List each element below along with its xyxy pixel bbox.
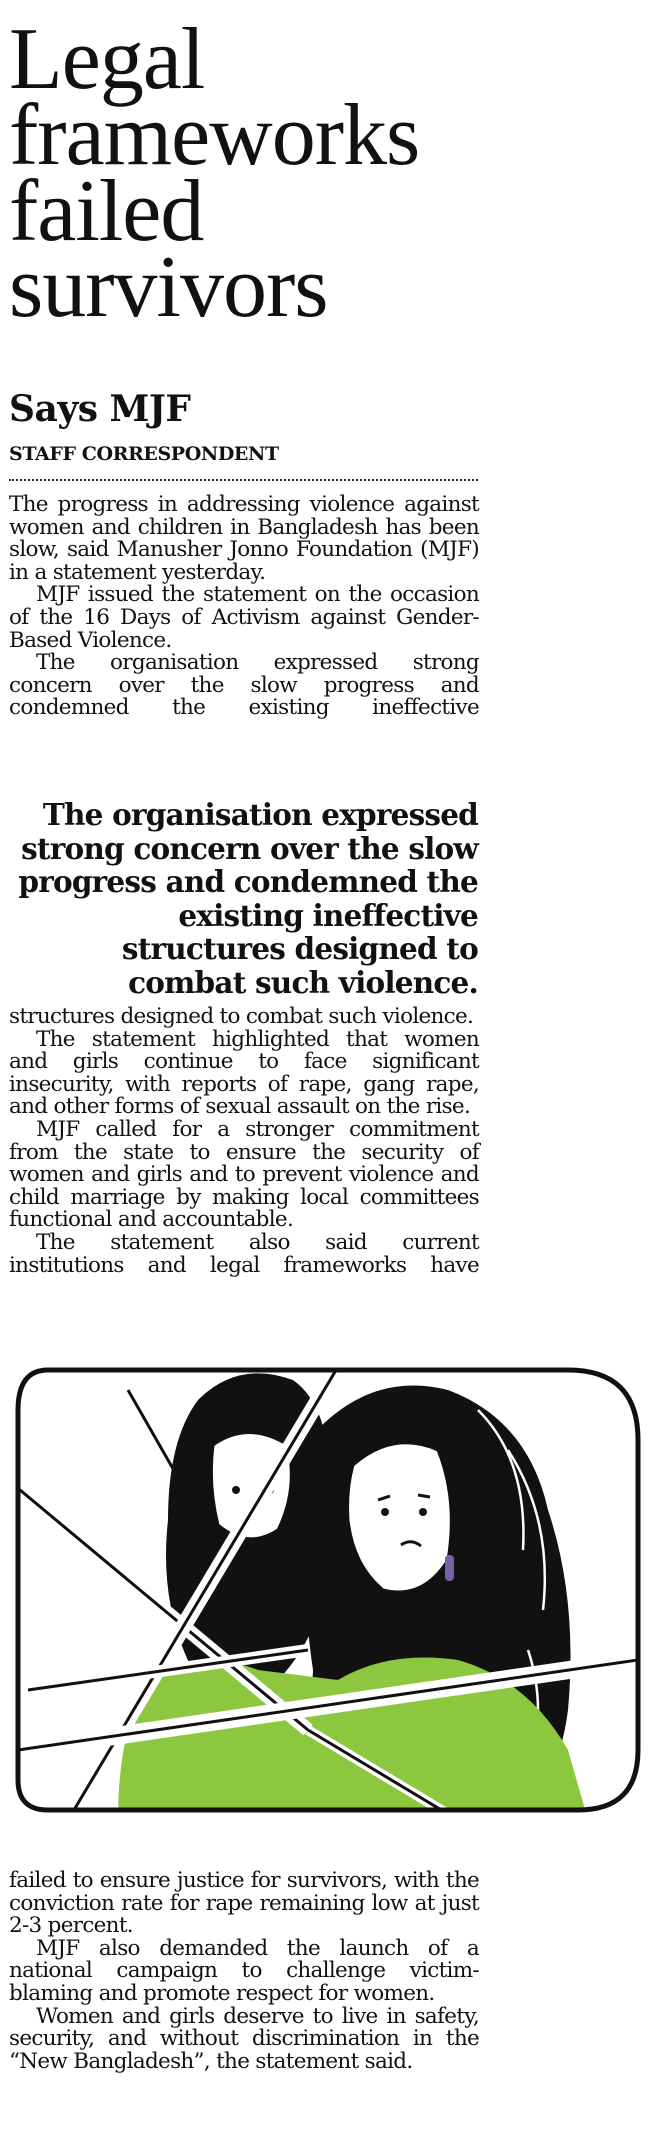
article-body-bottom [9, 1870, 479, 2073]
paragraph: structures designed to combat such violence. [9, 1004, 474, 1029]
paragraph: The organisation expressed strong concern over the slow progress and condemned the existing ineffective [9, 650, 479, 721]
paragraph: MJF called for a stronger commitment from the state to ensure the security of women and girls and to prevent violence and child marriage by making local committees functional and accountable. [9, 1116, 479, 1233]
article-body-middle [9, 1006, 479, 1277]
byline: STAFF CORRESPONDENT [9, 443, 279, 465]
paragraph: MJF also demanded the launch of a national campaign to challenge victim-blaming and promote respect for women. [9, 1935, 479, 2006]
paragraph: failed to ensure justice for survivors, with the conviction rate for rape remaining low at just 2-3 percent. [9, 1868, 479, 1939]
pull-quote: The organisation expressed strong concern over the slow progress and condemned the existing ineffective structures designed to combat such violence. [18, 797, 478, 1000]
subhead: Says MJF [9, 388, 191, 430]
paragraph: MJF issued the statement on the occasion of the 16 Days of Activism against Gender-Based Violence. [9, 582, 479, 653]
paragraph: The statement highlighted that women and girls continue to face significant insecurity, with reports of rape, gang rape, and other forms of sexual assault on the rise. [9, 1026, 479, 1120]
headline-line: failed [9, 163, 204, 260]
headline-line: survivors [9, 239, 328, 336]
headline [9, 11, 479, 336]
illustration-broken-glass-women [8, 1350, 644, 1820]
paragraph: The progress in addressing violence against women and children in Bangladesh has been slow, said Manusher Jonno Foundation (MJF) in a statement yesterday. [9, 492, 479, 585]
headline-line: Legal [9, 11, 205, 108]
headline-line: frameworks [9, 87, 420, 184]
byline-divider [9, 479, 478, 481]
article-body-top [9, 494, 479, 720]
paragraph: Women and girls deserve to live in safety, security, and without discrimination in the “New Bangladesh”, the statement said. [9, 2003, 479, 2074]
paragraph: The statement also said current institutions and legal frameworks have [9, 1229, 479, 1278]
